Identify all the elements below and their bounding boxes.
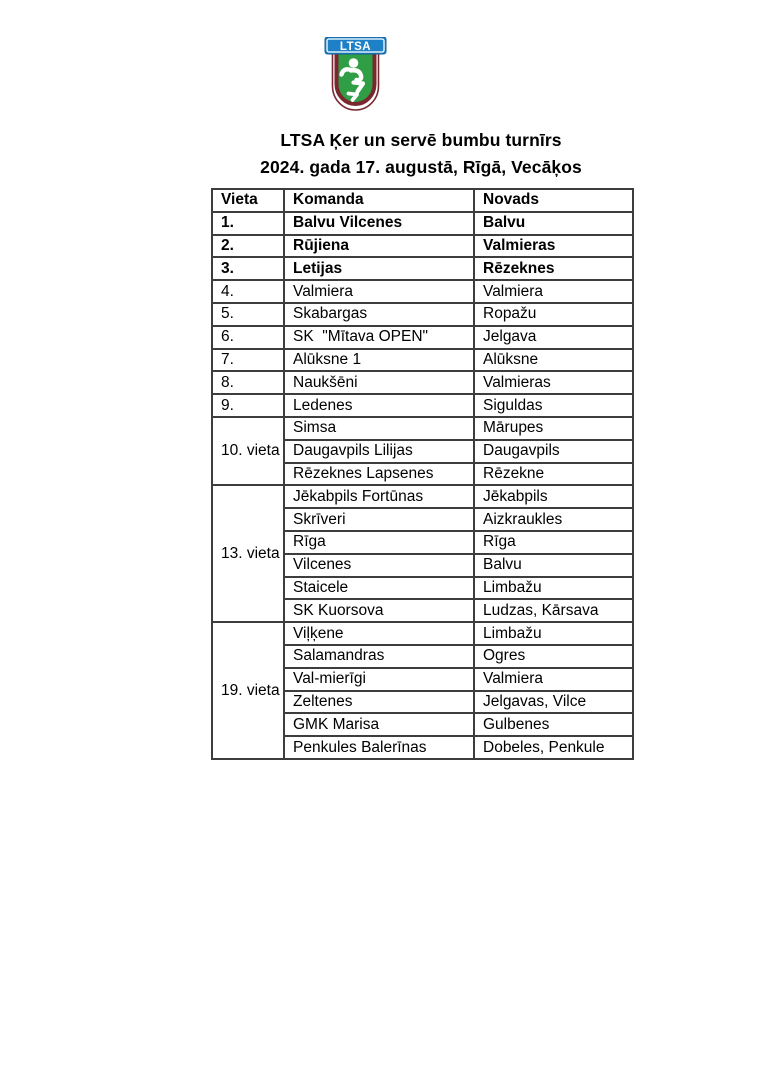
header-row bbox=[212, 189, 633, 212]
rank-cell: 2. bbox=[212, 235, 284, 258]
rank-cell: 9. bbox=[212, 394, 284, 417]
region-cell: Limbažu bbox=[474, 577, 633, 600]
column-header-vieta: Vieta bbox=[212, 189, 284, 212]
table-row bbox=[212, 257, 633, 280]
region-cell: Ogres bbox=[474, 645, 633, 668]
table-row bbox=[212, 212, 633, 235]
column-header-novads: Novads bbox=[474, 189, 633, 212]
region-cell: Ropažu bbox=[474, 303, 633, 326]
region-cell: Limbažu bbox=[474, 622, 633, 645]
table-row bbox=[212, 417, 633, 440]
table-row bbox=[212, 303, 633, 326]
ltsa-logo-graphic bbox=[324, 37, 387, 118]
region-cell: Valmieras bbox=[474, 371, 633, 394]
team-cell: Rīga bbox=[284, 531, 474, 554]
region-cell: Ludzas, Kārsava bbox=[474, 599, 633, 622]
table-row bbox=[212, 485, 633, 508]
team-cell: Staicele bbox=[284, 577, 474, 600]
team-cell: Skabargas bbox=[284, 303, 474, 326]
region-cell: Rēzeknes bbox=[474, 257, 633, 280]
rank-cell: 3. bbox=[212, 257, 284, 280]
region-cell: Valmiera bbox=[474, 280, 633, 303]
region-cell: Dobeles, Penkule bbox=[474, 736, 633, 759]
rank-cell: 10. vieta bbox=[212, 417, 284, 485]
team-cell: Ledenes bbox=[284, 394, 474, 417]
team-cell: Simsa bbox=[284, 417, 474, 440]
table-row bbox=[212, 394, 633, 417]
team-cell: SK Kuorsova bbox=[284, 599, 474, 622]
rank-cell: 19. vieta bbox=[212, 622, 284, 759]
region-cell: Alūksne bbox=[474, 349, 633, 372]
team-cell: GMK Marisa bbox=[284, 713, 474, 736]
rank-cell: 1. bbox=[212, 212, 284, 235]
column-header-komanda: Komanda bbox=[284, 189, 474, 212]
region-cell: Balvu bbox=[474, 554, 633, 577]
region-cell: Rīga bbox=[474, 531, 633, 554]
team-cell: Valmiera bbox=[284, 280, 474, 303]
event-title: LTSA Ķer un servē bumbu turnīrs bbox=[280, 130, 562, 150]
region-cell: Jelgava bbox=[474, 326, 633, 349]
team-cell: Skrīveri bbox=[284, 508, 474, 531]
region-cell: Daugavpils bbox=[474, 440, 633, 463]
team-cell: Salamandras bbox=[284, 645, 474, 668]
team-cell: Jēkabpils Fortūnas bbox=[284, 485, 474, 508]
team-cell: Val-mierīgi bbox=[284, 668, 474, 691]
results-table bbox=[211, 188, 634, 760]
rank-cell: 5. bbox=[212, 303, 284, 326]
team-cell: Penkules Balerīnas bbox=[284, 736, 474, 759]
region-cell: Jēkabpils bbox=[474, 485, 633, 508]
rank-cell: 4. bbox=[212, 280, 284, 303]
table-row bbox=[212, 371, 633, 394]
team-cell: Rēzeknes Lapsenes bbox=[284, 463, 474, 486]
region-cell: Aizkraukles bbox=[474, 508, 633, 531]
document-header bbox=[181, 127, 661, 181]
region-cell: Gulbenes bbox=[474, 713, 633, 736]
team-cell: Rūjiena bbox=[284, 235, 474, 258]
table-row bbox=[212, 349, 633, 372]
region-cell: Rēzekne bbox=[474, 463, 633, 486]
team-cell: Vilcenes bbox=[284, 554, 474, 577]
team-cell: Zeltenes bbox=[284, 691, 474, 714]
region-cell: Mārupes bbox=[474, 417, 633, 440]
rank-cell: 7. bbox=[212, 349, 284, 372]
region-cell: Jelgavas, Vilce bbox=[474, 691, 633, 714]
ltsa-logo bbox=[324, 37, 387, 118]
table-row bbox=[212, 326, 633, 349]
rank-cell: 8. bbox=[212, 371, 284, 394]
rank-cell: 6. bbox=[212, 326, 284, 349]
team-cell: Balvu Vilcenes bbox=[284, 212, 474, 235]
team-cell: Alūksne 1 bbox=[284, 349, 474, 372]
event-date-location: 2024. gada 17. augustā, Rīgā, Vecāķos bbox=[260, 157, 582, 177]
table-row bbox=[212, 622, 633, 645]
table-row bbox=[212, 280, 633, 303]
rank-cell: 13. vieta bbox=[212, 485, 284, 622]
team-cell: Naukšēni bbox=[284, 371, 474, 394]
team-cell: Daugavpils Lilijas bbox=[284, 440, 474, 463]
team-cell: Viļķene bbox=[284, 622, 474, 645]
team-cell: Letijas bbox=[284, 257, 474, 280]
region-cell: Valmieras bbox=[474, 235, 633, 258]
region-cell: Valmiera bbox=[474, 668, 633, 691]
table-row bbox=[212, 235, 633, 258]
region-cell: Balvu bbox=[474, 212, 633, 235]
logo-text: LTSA bbox=[339, 41, 372, 53]
region-cell: Siguldas bbox=[474, 394, 633, 417]
team-cell: SK "Mītava OPEN" bbox=[284, 326, 474, 349]
